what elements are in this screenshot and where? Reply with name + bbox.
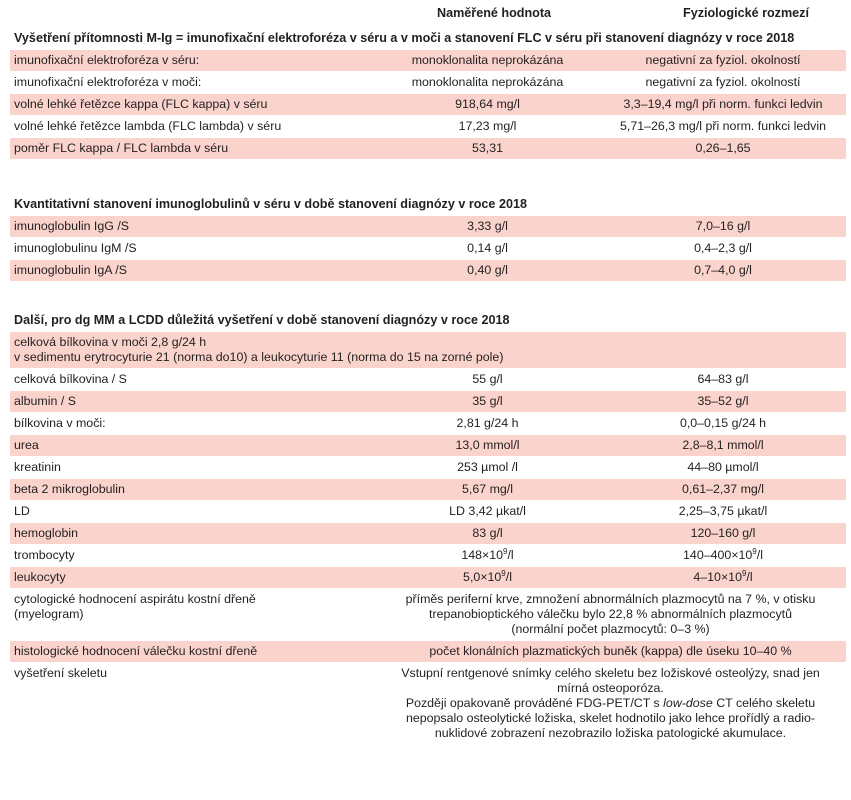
section3-table [10, 332, 846, 745]
myelogram-result: příměs periferní krve, zmnožení abnormálních plazmocytů na 7 %, v otisku trepanobioptického válečku bylo 22,8 % abnormálních plazmocytů (normální počet plazmocytů: 0–3 %) [405, 592, 816, 636]
row-value: 83 g/l [472, 526, 503, 540]
column-header-measured: Naměřené hodnota [437, 6, 552, 20]
row-value: 918,64 mg/l [455, 97, 520, 111]
table-row [10, 457, 846, 479]
row-label: imunoglobulinu IgM /S [14, 241, 137, 255]
histology-result: počet klonálních plazmatických buněk (kappa) dle úseku 10–40 % [429, 644, 792, 658]
row-value: 55 g/l [472, 372, 503, 386]
row-value: 0,14 g/l [467, 241, 508, 255]
row-range: 0,4–2,3 g/l [694, 241, 752, 255]
table-row-leukocyty [10, 567, 846, 589]
table-row [10, 479, 846, 501]
section-title-mig: Vyšetření přítomnosti M-Ig = imunofixační elektroforéza v séru a v moči a stanovení FLC v séru při stanovení diagnózy v roce 2018 [14, 31, 795, 45]
row-value: 253 µmol /l [457, 460, 518, 474]
row-label: imunoglobulin IgA /S [14, 263, 127, 277]
section2-table [10, 216, 846, 282]
row-range: $140-400\times 10^9/l$ [683, 546, 763, 562]
row-label: beta 2 mikroglobulin [14, 482, 125, 496]
row-range: negativní za fyziol. okolností [645, 75, 801, 89]
row-value: 17,23 mg/l [458, 119, 517, 133]
row-label: cytologické hodnocení aspirátu kostní dřeně (myelogram) [14, 592, 256, 621]
row-value: monoklonalita neprokázána [411, 75, 564, 89]
row-range: 64–83 g/l [697, 372, 749, 386]
row-range: negativní za fyziol. okolností [645, 53, 801, 67]
row-value: $148\times 10^9/l$ [461, 546, 514, 562]
row-range: 44–80 µmol/l [687, 460, 759, 474]
row-range: 7,0–16 g/l [695, 219, 751, 233]
row-label: celková bílkovina / S [14, 372, 127, 386]
section1-table [10, 50, 846, 160]
table-row [10, 435, 846, 457]
table-row-trombocyty [10, 545, 846, 567]
table-row [10, 391, 846, 413]
row-value: 3,33 g/l [467, 219, 508, 233]
row-range: 2,8–8,1 mmol/l [682, 438, 764, 452]
row-label: imunofixační elektroforéza v moči: [14, 75, 202, 89]
row-value: 2,81 g/24 h [456, 416, 519, 430]
row-range: 0,7–4,0 g/l [694, 263, 752, 277]
row-range: 0,26–1,65 [695, 141, 751, 155]
row-label: kreatinin [14, 460, 61, 474]
row-value: 35 g/l [472, 394, 503, 408]
row-range: 0,0–0,15 g/24 h [679, 416, 767, 430]
row-range: $4-10\times 10^9/l$ [693, 568, 753, 584]
row-label: imunofixační elektroforéza v séru: [14, 53, 200, 67]
row-value: 0,40 g/l [467, 263, 508, 277]
table-row [10, 413, 846, 435]
row-label: urea [14, 438, 39, 452]
table-row [10, 50, 846, 72]
table-row [10, 369, 846, 391]
row-range: 0,61–2,37 mg/l [682, 482, 764, 496]
table-row [10, 216, 846, 238]
row-label: albumin / S [14, 394, 76, 408]
row-value: 5,67 mg/l [462, 482, 513, 496]
row-label: volné lehké řetězce lambda (FLC lambda) v séru [14, 119, 282, 133]
row-value: monoklonalita neprokázána [411, 53, 564, 67]
row-label: hemoglobin [14, 526, 79, 540]
row-label: bílkovina v moči: [14, 416, 106, 430]
table-row-myelogram [10, 589, 846, 641]
row-label: poměr FLC kappa / FLC lambda v séru [14, 141, 229, 155]
row-label: LD [14, 504, 30, 518]
row-value: 13,0 mmol/l [455, 438, 520, 452]
row-label: histologické hodnocení válečku kostní dřeně [14, 644, 258, 658]
table-row-histology [10, 641, 846, 663]
urine-protein-note-line1: celková bílkovina v moči 2,8 g/24 h [14, 335, 207, 349]
table-row [10, 94, 846, 116]
section-title-immunoglobulins: Kvantitativní stanovení imunoglobulinů v séru v době stanovení diagnózy v roce 2018 [14, 197, 527, 211]
row-range: 5,71–26,3 mg/l při norm. funkci ledvin [620, 119, 826, 133]
table-row [10, 116, 846, 138]
row-value: $5,0\times 10^9/l$ [463, 568, 512, 584]
row-label: volné lehké řetězce kappa (FLC kappa) v séru [14, 97, 268, 111]
section-title-other-exams: Další, pro dg MM a LCDD důležitá vyšetření v době stanovení diagnózy v roce 2018 [14, 313, 510, 327]
skeleton-result: Vstupní rentgenové snímky celého skeletu bez ložiskové osteolýzy, snad jen mírná osteoporóza. Později opakovaně prováděné FDG-PET/CT s low-dose CT celého skeletu nepopsalo osteolytické ložiska, skelet hodnotilo jako lehce prořídlý a radio- nuklidové zobrazení nezobrazilo ložiska patologické akumulace. [401, 666, 820, 740]
table-row [10, 501, 846, 523]
row-label: vyšetření skeletu [14, 666, 107, 680]
row-range: 3,3–19,4 mg/l při norm. funkci ledvin [623, 97, 823, 111]
table-row-skeleton [10, 663, 846, 745]
row-label: imunoglobulin IgG /S [14, 219, 130, 233]
row-value: 53,31 [471, 141, 503, 155]
urine-protein-note-row [10, 332, 846, 369]
table-row [10, 138, 846, 160]
table-row [10, 72, 846, 94]
row-label: trombocyty [14, 548, 75, 562]
row-range: 120–160 g/l [690, 526, 756, 540]
column-header-physiological: Fyziologické rozmezí [683, 6, 809, 20]
table-row [10, 260, 846, 282]
table-row [10, 238, 846, 260]
urine-sediment-note-line2: v sedimentu erytrocyturie 21 (norma do10) a leukocyturie 11 (norma do 15 na zorné pole) [14, 350, 504, 364]
row-value: LD 3,42 µkat/l [449, 504, 526, 518]
row-range: 35–52 g/l [697, 394, 749, 408]
row-range: 2,25–3,75 µkat/l [678, 504, 768, 518]
table-row [10, 523, 846, 545]
row-label: leukocyty [14, 570, 66, 584]
